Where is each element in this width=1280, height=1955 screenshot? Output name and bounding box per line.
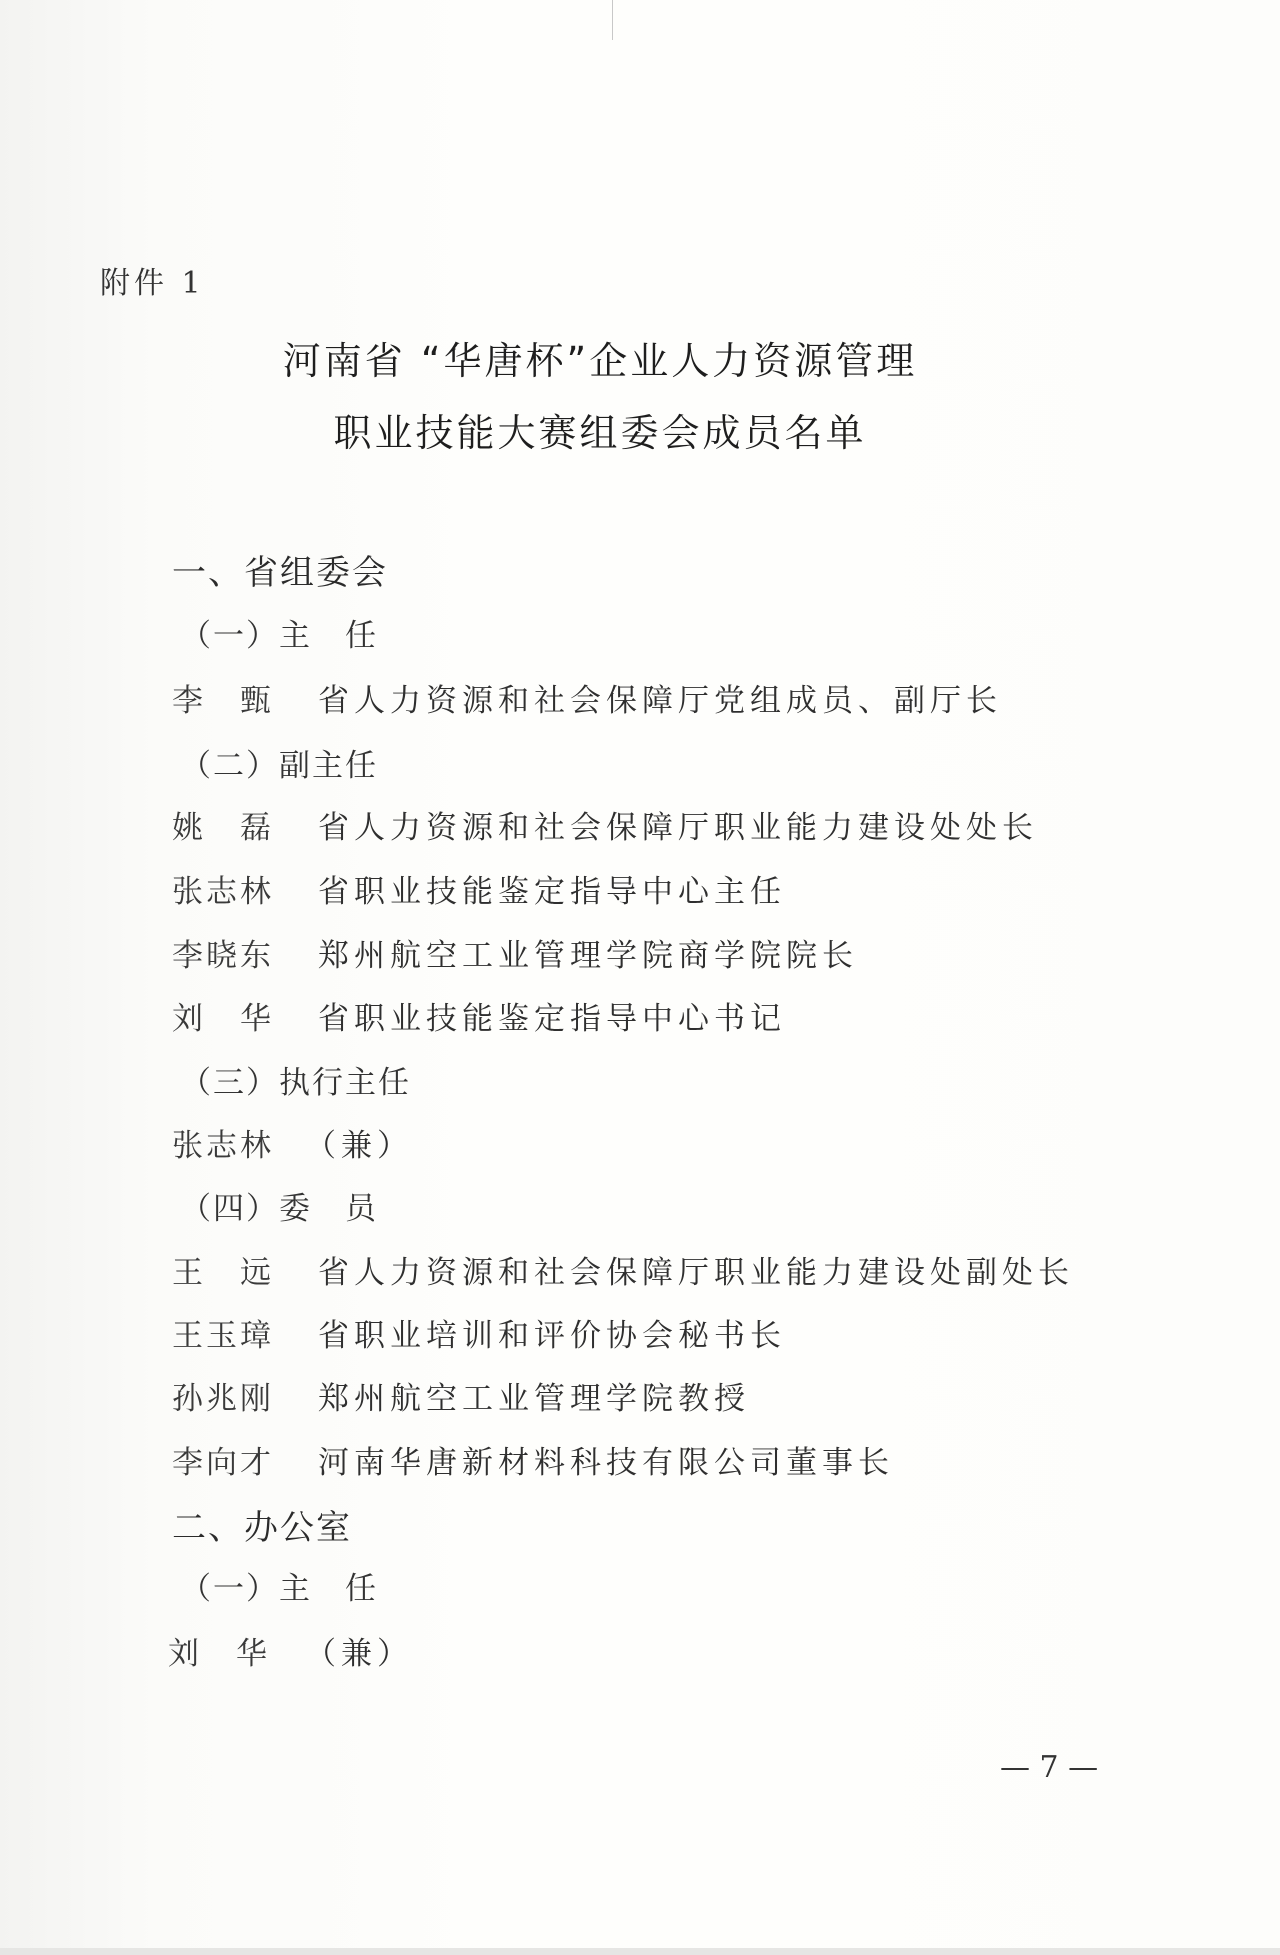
member-name: 刘 华 [172, 1001, 274, 1037]
member-name: 张志林 [172, 874, 274, 910]
member-name: 李向才 [172, 1445, 274, 1481]
member-role: 郑州航空工业管理学院教授 [318, 1381, 750, 1417]
document-title-line-2: 职业技能大赛组委会成员名单 [333, 411, 867, 455]
member-role: 河南华唐新材料科技有限公司董事长 [318, 1445, 894, 1481]
scan-bottom-edge [0, 1948, 1280, 1955]
section-heading-provincial-committee: 一、省组委会 [172, 553, 388, 593]
subheading-director: （一）主 任 [180, 618, 378, 654]
member-role: （兼） [305, 1128, 413, 1164]
member-role: 省人力资源和社会保障厅职业能力建设处处长 [318, 810, 1038, 846]
document-title-line-1: 河南省 “华唐杯”企业人力资源管理 [282, 339, 918, 383]
subheading-members: （四）委 员 [180, 1191, 378, 1227]
member-name: 姚 磊 [172, 810, 274, 846]
member-role: 省人力资源和社会保障厅党组成员、副厅长 [318, 683, 1002, 719]
subheading-executive-director: （三）执行主任 [180, 1065, 411, 1101]
member-role: 省职业培训和评价协会秘书长 [318, 1318, 786, 1354]
member-name: 王 远 [172, 1255, 274, 1291]
member-name: 孙兆刚 [172, 1381, 274, 1417]
member-role: 郑州航空工业管理学院商学院院长 [318, 938, 858, 974]
scan-artifact-line [612, 0, 613, 40]
section-heading-office: 二、办公室 [172, 1508, 352, 1548]
member-role: （兼） [305, 1636, 413, 1672]
member-name: 张志林 [172, 1128, 274, 1164]
attachment-label: 附件 1 [100, 266, 205, 301]
member-name: 李 甄 [172, 683, 274, 719]
page-number: — 7 — [1000, 1750, 1099, 1785]
member-role: 省人力资源和社会保障厅职业能力建设处副处长 [318, 1255, 1074, 1291]
member-role: 省职业技能鉴定指导中心主任 [318, 874, 786, 910]
member-name: 李晓东 [172, 938, 274, 974]
subheading-office-director: （一）主 任 [180, 1571, 378, 1607]
subheading-deputy-director: （二）副主任 [180, 748, 378, 784]
member-name: 王玉璋 [172, 1318, 274, 1354]
member-name: 刘 华 [168, 1636, 270, 1672]
member-role: 省职业技能鉴定指导中心书记 [318, 1001, 786, 1037]
